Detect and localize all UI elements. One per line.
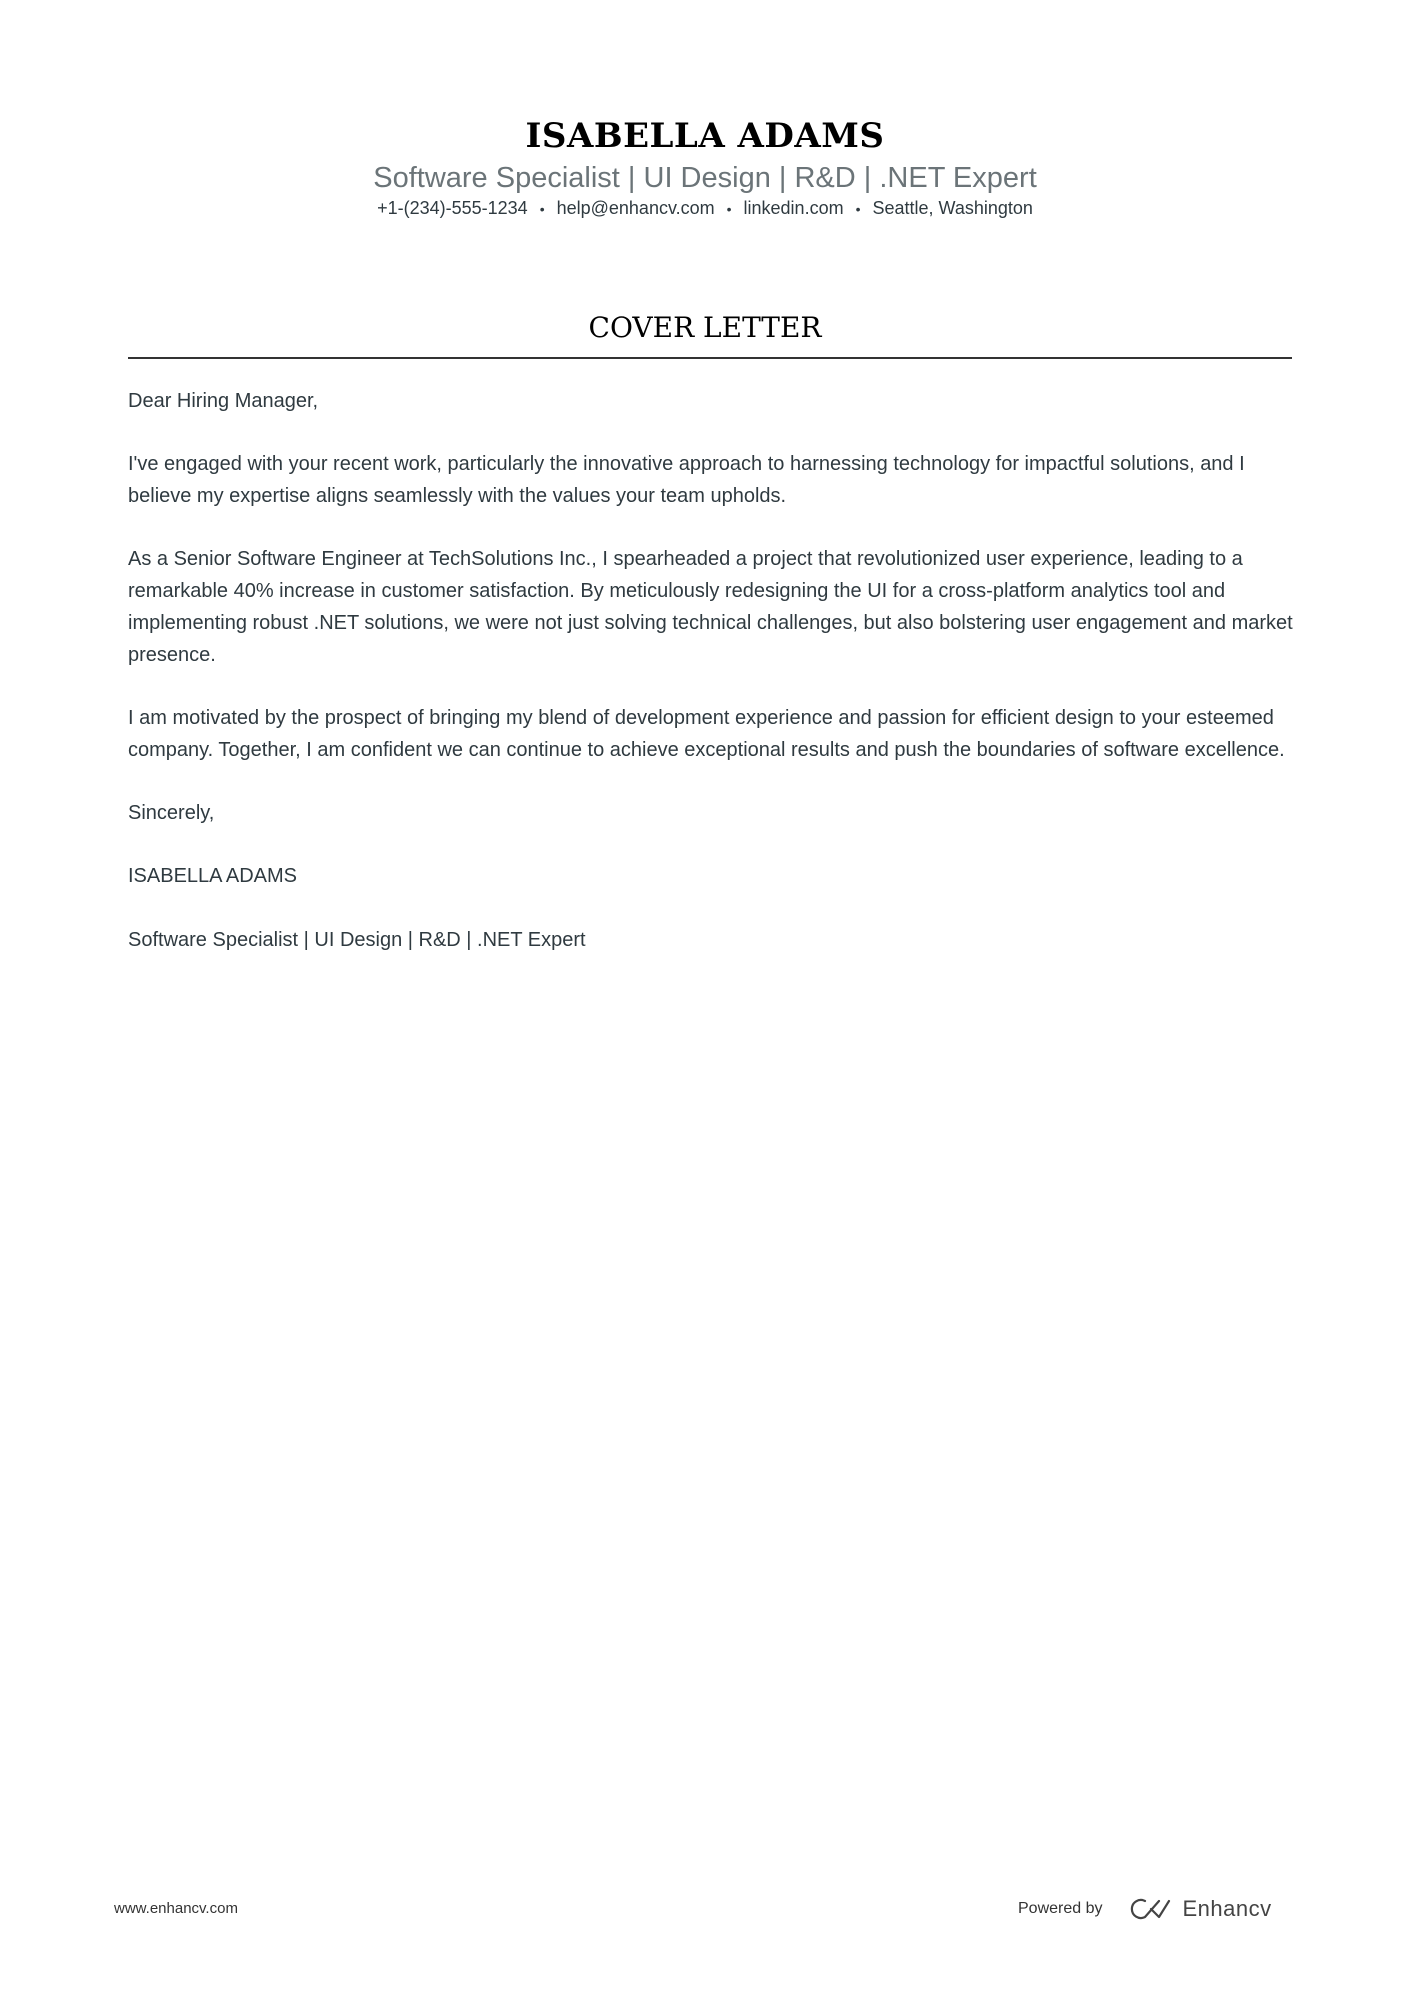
letter-body: [128, 386, 1298, 988]
contact-location: Seattle, Washington: [872, 198, 1033, 218]
enhancv-logo-icon: [1129, 1896, 1173, 1922]
contact-phone: +1-(234)-555-1234: [377, 198, 528, 218]
paragraph: I am motivated by the prospect of bringing my blend of development experience and passion for efficient design to your esteemed company. Together, I am confident we can continue to achieve exceptional results and push the boundaries of software excellence.: [128, 706, 1285, 761]
brand-name: Enhancv: [1182, 1896, 1272, 1921]
applicant-name: ISABELLA ADAMS: [525, 116, 885, 156]
contact-email[interactable]: help@enhancv.com: [556, 198, 715, 218]
closing: Sincerely,: [128, 802, 215, 825]
paragraph: I've engaged with your recent work, particularly the innovative approach to harnessing technology for impactful solutions, and I believe my expertise aligns seamlessly with the values your team upholds.: [128, 453, 1245, 508]
footer-url[interactable]: www.enhancv.com: [114, 1900, 238, 1917]
signature-title: Software Specialist | UI Design | R&D | .NET Expert: [128, 928, 586, 951]
contact-linkedin[interactable]: linkedin.com: [743, 198, 844, 218]
enhancv-logo[interactable]: [1129, 1896, 1272, 1922]
section-divider: [128, 357, 1292, 359]
powered-by-label: Powered by: [1018, 1900, 1103, 1917]
applicant-subtitle: Software Specialist | UI Design | R&D | .NET Expert: [373, 162, 1037, 194]
greeting: Dear Hiring Manager,: [128, 390, 319, 412]
powered-by: [1018, 1896, 1272, 1922]
separator-dot: •: [855, 201, 861, 217]
separator-dot: •: [539, 201, 545, 217]
section-title: COVER LETTER: [588, 311, 822, 344]
signature-name: ISABELLA ADAMS: [128, 865, 297, 888]
contact-line: [0, 198, 1410, 219]
paragraph: As a Senior Software Engineer at TechSolutions Inc., I spearheaded a project that revolutionized user experience, leading to a remarkable 40% increase in customer satisfaction. By meticulously redesigning the UI for a cross-platform analytics tool and implementing robust .NET solutions, we were not just solving technical challenges, but also bolstering user engagement and market presence.: [128, 548, 1293, 666]
separator-dot: •: [726, 201, 732, 217]
